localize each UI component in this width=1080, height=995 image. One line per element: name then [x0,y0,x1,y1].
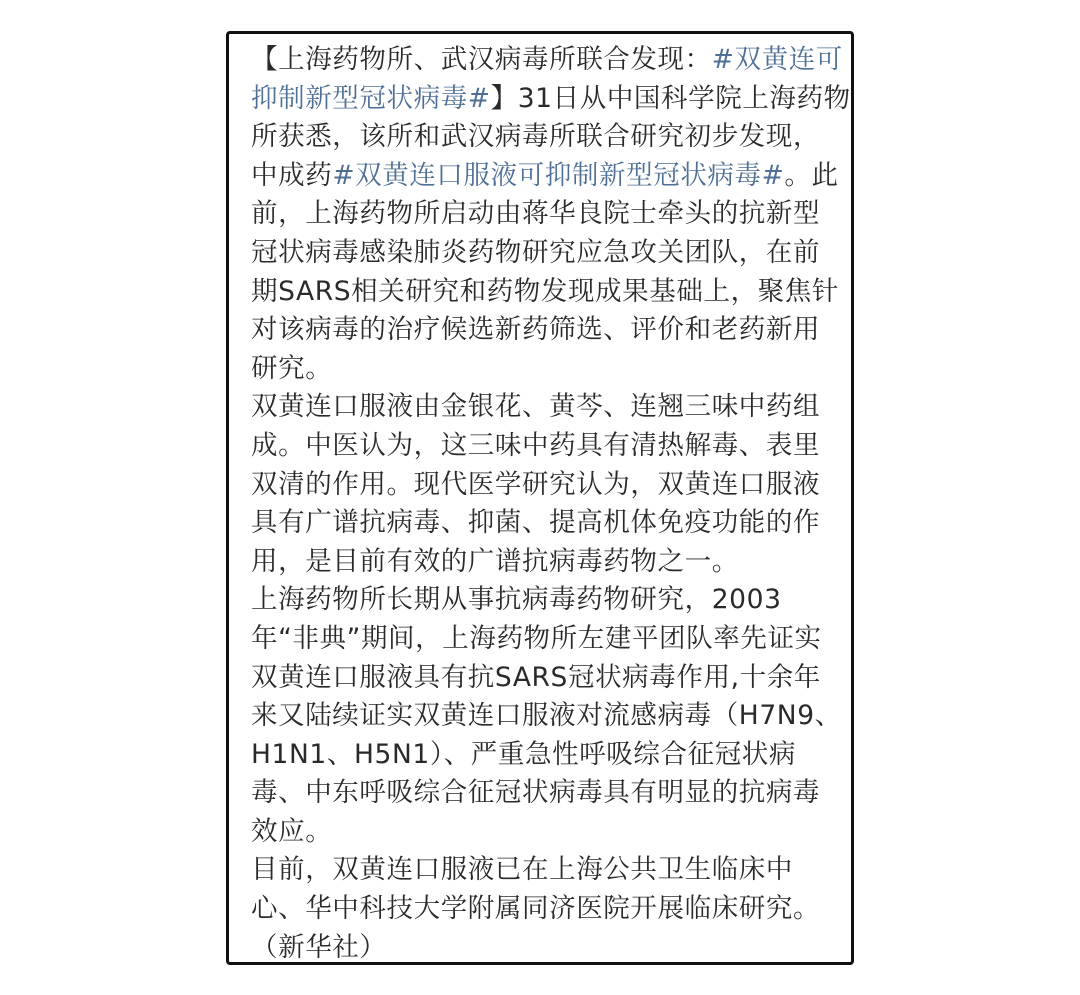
post-text-segment: 前，上海药物所启动由蒋华良院士牵头的抗新型 [251,198,821,230]
post-text-segment: 双黄连口服液由金银花、黄芩、连翘三味中药组 [251,391,821,423]
post-text-segment: 中成药 [251,159,333,191]
post-text-line [251,890,833,929]
post-text-line [251,427,833,466]
post-text-segment: 对该病毒的治疗候选新药筛选、评价和老药新用 [251,314,821,346]
post-text-segment: 研究。 [251,352,333,384]
hashtag-link[interactable]: 抑制新型冠状病毒# [251,82,491,114]
hashtag-link[interactable]: #双黄连可 [711,44,843,75]
post-text-segment: 双清的作用。现代医学研究认为，双黄连口服液 [251,468,821,500]
post-card [226,31,854,965]
post-text-line [251,350,833,389]
post-text-segment: H1N1、H5N1）、严重急性呼吸综合征冠状病 [251,738,796,770]
post-text-line [251,543,833,582]
post-text-segment: 目前，双黄连口服液已在上海公共卫生临床中 [251,854,793,886]
post-body [251,41,851,967]
post-text-segment: 效应。 [251,815,333,847]
post-text-line [251,118,833,157]
post-text-line [251,581,833,620]
post-text-line [251,234,833,273]
post-text-line [251,851,833,890]
post-text-segment: 【上海药物所、武汉病毒所联合发现： [251,44,712,75]
post-text-segment: 冠状病毒感染肺炎药物研究应急攻关团队，在前 [251,236,821,268]
post-text-segment: 年“非典”期间，上海药物所左建平团队率先证实 [251,622,822,654]
hashtag-link[interactable]: #双黄连口服液可抑制新型冠状病毒# [332,159,785,191]
post-text-line [251,736,833,775]
post-text-line [251,697,842,736]
post-text-segment: 】31日从中国科学院上海药物 [490,82,851,114]
post-text-line [251,273,839,312]
post-text-segment: 。此 [784,159,839,191]
post-text-line [251,774,833,813]
post-text-segment: 心、华中科技大学附属同济医院开展临床研究。 [251,893,821,925]
post-text-line [251,80,851,119]
post-text-segment: 用，是目前有效的广谱抗病毒药物之一。 [251,545,739,577]
post-text-line [251,311,833,350]
post-text-line [251,157,839,196]
post-text-line [251,195,833,234]
post-text-segment: （新华社） [251,931,387,963]
post-text-line [251,659,833,698]
post-text-line [251,466,833,505]
post-text-segment: 上海药物所长期从事抗病毒药物研究，2003 [251,584,782,616]
post-text-line [251,813,833,852]
post-text-segment: 成。中医认为，这三味中药具有清热解毒、表里 [251,429,821,461]
post-text-segment: 期SARS相关研究和药物发现成果基础上，聚焦针 [251,275,839,307]
post-text-segment: 来又陆续证实双黄连口服液对流感病毒（H7N9、 [251,700,842,732]
post-text-segment: 双黄连口服液具有抗SARS冠状病毒作用,十余年 [251,661,821,693]
post-text-segment: 所获悉，该所和武汉病毒所联合研究初步发现， [251,121,821,153]
post-text-segment: 具有广谱抗病毒、抑菌、提高机体免疫功能的作 [251,507,821,539]
post-text-line [251,504,833,543]
post-text-segment: 毒、中东呼吸综合征冠状病毒具有明显的抗病毒 [251,777,821,809]
post-text-line [251,929,833,968]
post-text-line [251,41,843,80]
post-text-line [251,388,833,427]
post-text-line [251,620,833,659]
